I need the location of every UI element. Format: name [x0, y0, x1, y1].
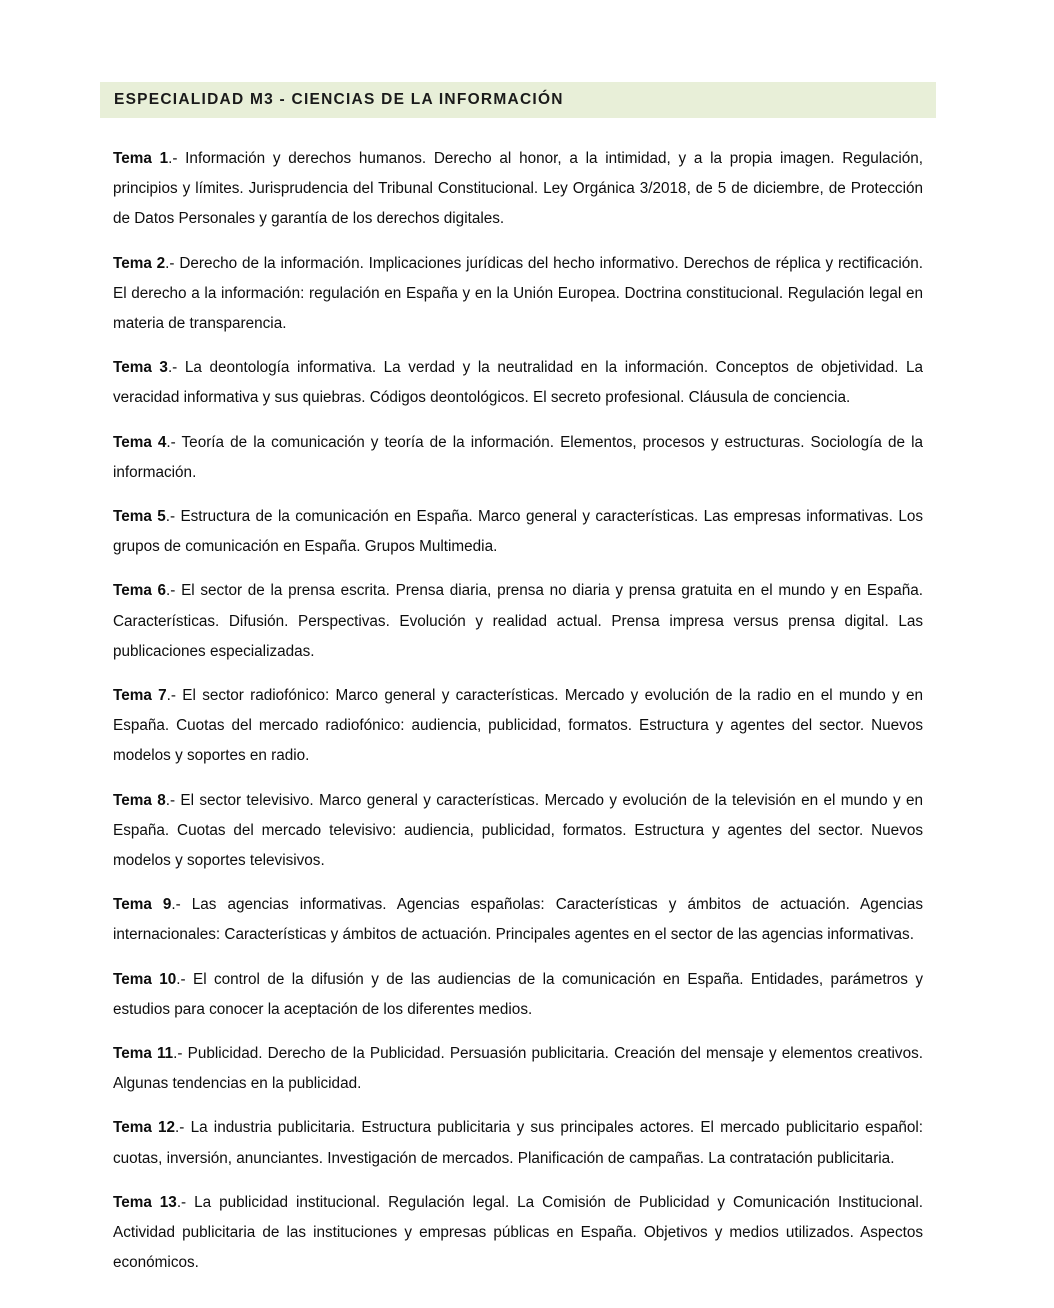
topic-label: Tema 11 — [113, 1045, 174, 1063]
topic-label: Tema 4 — [113, 433, 167, 451]
topic-paragraph — [113, 353, 923, 413]
topic-text: .- Las agencias informativas. Agencias españolas: Características y ámbitos de actuación. Agencias internacionales: Características y ámbitos de actuación. Principales agentes en el sector de las agencias informativas. — [113, 896, 923, 944]
topic-text: .- Derecho de la información. Implicaciones jurídicas del hecho informativo. Derechos de réplica y rectificación. El derecho a la información: regulación en España y en la Unión Europea. Doctrina constitucional. Regulación legal en materia de transparencia. — [113, 254, 923, 333]
topic-label: Tema 9 — [113, 896, 172, 914]
topic-text: .- Información y derechos humanos. Derecho al honor, a la intimidad, y a la propia imagen. Regulación, principios y límites. Jurisprudencia del Tribunal Constitucional. Ley Orgánica 3/2018, de 5 de diciembre, de Protección de Datos Personales y garantía de los derechos digitales. — [113, 150, 923, 228]
section-heading-band — [100, 82, 936, 118]
topic-label: Tema 3 — [113, 359, 168, 377]
topic-paragraph — [113, 890, 923, 950]
document-content-area — [100, 82, 936, 1279]
topic-label: Tema 5 — [113, 508, 166, 526]
topic-label: Tema 13 — [113, 1193, 177, 1211]
topic-text: .- Teoría de la comunicación y teoría de la información. Elementos, procesos y estructuras. Sociología de la información. — [113, 433, 923, 481]
section-heading-title: ESPECIALIDAD M3 - CIENCIAS DE LA INFORMACIÓN — [114, 91, 564, 109]
topic-text: .- La deontología informativa. La verdad y la neutralidad en la información. Conceptos de objetividad. La veracidad informativa y sus quiebras. Códigos deontológicos. El secreto profesional. Cláusula de conciencia. — [113, 359, 923, 407]
topic-paragraph — [113, 1113, 923, 1173]
topic-paragraph — [113, 1188, 923, 1279]
topic-text: .- Estructura de la comunicación en España. Marco general y características. Las empresas informativas. Los grupos de comunicación en España. Grupos Multimedia. — [113, 508, 923, 556]
topic-text: .- La publicidad institucional. Regulación legal. La Comisión de Publicidad y Comunicación Institucional. Actividad publicitaria de las instituciones y empresas públicas en España. Objetivos y medios utilizados. Aspectos económicos. — [113, 1193, 923, 1272]
topic-paragraph — [113, 144, 923, 235]
topic-paragraph — [113, 786, 923, 877]
topic-label: Tema 6 — [113, 582, 167, 600]
topic-paragraph — [113, 576, 923, 667]
topic-paragraph — [113, 249, 923, 340]
topic-paragraph — [113, 428, 923, 488]
topic-label: Tema 7 — [113, 687, 167, 705]
topic-text: .- El sector radiofónico: Marco general y características. Mercado y evolución de la radio en el mundo y en España. Cuotas del mercado radiofónico: audiencia, publicidad, formatos. Estructura y agentes del sector. Nuevos modelos y soportes en radio. — [113, 687, 923, 765]
topic-paragraph — [113, 681, 923, 772]
topic-paragraph — [113, 502, 923, 562]
topic-text: .- La industria publicitaria. Estructura publicitaria y sus principales actores. El mercado publicitario español: cuotas, inversión, anunciantes. Investigación de mercados. Planificación de campañas. La contratación publicitaria. — [113, 1119, 924, 1167]
topic-text: .- El sector televisivo. Marco general y características. Mercado y evolución de la televisión en el mundo y en España. Cuotas del mercado televisivo: audiencia, publicidad, formatos. Estructura y agentes del sector. Nuevos modelos y soportes televisivos. — [113, 791, 923, 870]
topic-text: .- Publicidad. Derecho de la Publicidad. Persuasión publicitaria. Creación del mensaje y elementos creativos. Algunas tendencias en la publicidad. — [113, 1045, 923, 1093]
topic-paragraph — [113, 965, 923, 1025]
topic-paragraph — [113, 1039, 923, 1099]
topic-label: Tema 8 — [113, 791, 166, 809]
topic-label: Tema 12 — [113, 1119, 176, 1137]
topic-text: .- El sector de la prensa escrita. Prensa diaria, prensa no diaria y prensa gratuita en el mundo y en España. Características. Difusión. Perspectivas. Evolución y realidad actual. Prensa impresa versus prensa digital. Las publicaciones especializadas. — [113, 582, 923, 660]
topic-label: Tema 10 — [113, 970, 177, 988]
topic-label: Tema 1 — [113, 150, 169, 167]
topic-label: Tema 2 — [113, 254, 166, 272]
topic-text: .- El control de la difusión y de las audiencias de la comunicación en España. Entidades, parámetros y estudios para conocer la aceptación de los diferentes medios. — [113, 970, 923, 1018]
topics-list — [100, 144, 936, 1279]
